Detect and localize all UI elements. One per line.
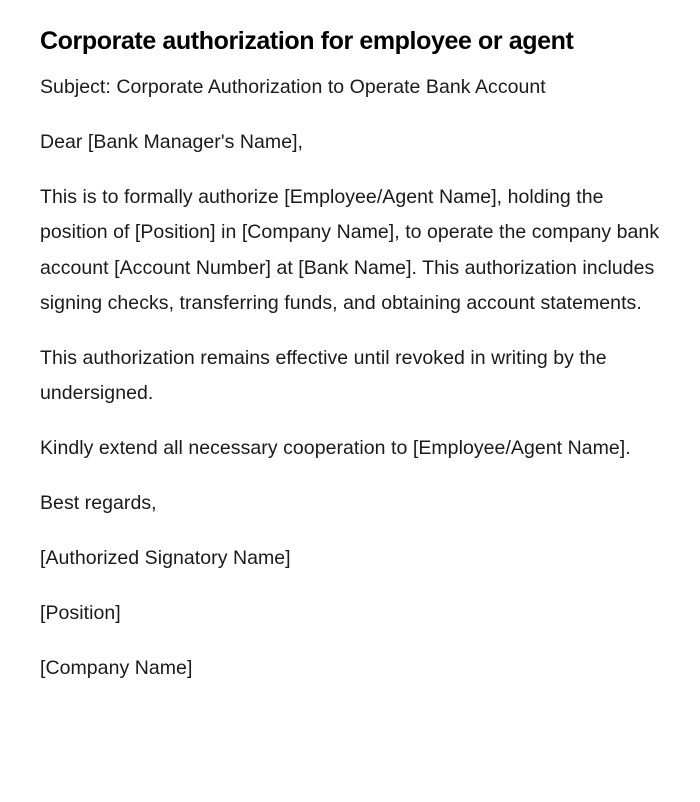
salutation: Dear [Bank Manager's Name],: [40, 130, 304, 153]
document-title: Corporate authorization for employee or agent: [40, 27, 574, 55]
body-paragraph-authorization: This is to formally authorize [Employee/Agent Name], holding the position of [Position] in [Company Name], to operate the company bank account [Account Number] at [Bank Name]. This authorization includes signing checks, transferring funds, and obtaining account statements.: [40, 185, 660, 314]
body-paragraph-validity: This authorization remains effective until revoked in writing by the undersigned.: [40, 346, 607, 405]
subject-line: Subject: Corporate Authorization to Operate Bank Account: [40, 76, 546, 98]
signatory-position: [Position]: [40, 602, 121, 625]
signatory-company: [Company Name]: [40, 657, 193, 680]
closing: Best regards,: [40, 492, 157, 515]
body-paragraph-cooperation: Kindly extend all necessary cooperation to [Employee/Agent Name].: [40, 437, 631, 460]
signatory-name: [Authorized Signatory Name]: [40, 547, 291, 570]
